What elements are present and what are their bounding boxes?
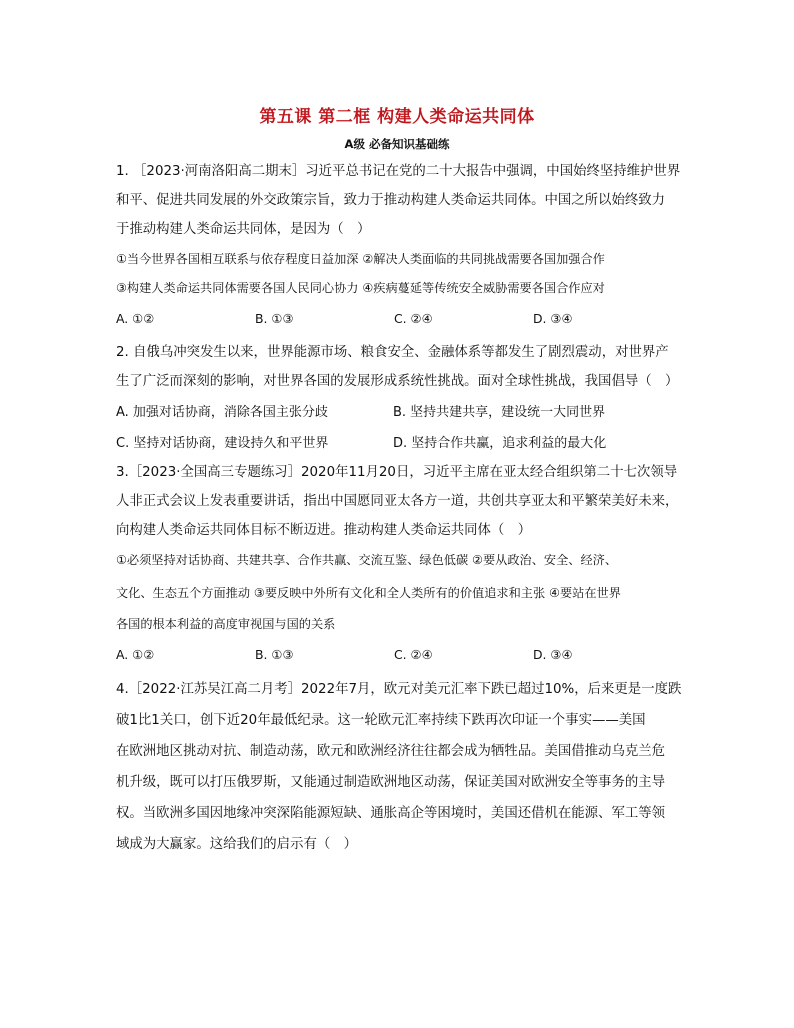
q4-stem-line-3: 在欧洲地区挑动对抗、制造动荡，欧元和欧洲经济往往都会成为牺牲品。美国借推动乌克兰危 [116, 744, 666, 759]
q2-option-c: C. 坚持对话协商，建设持久和平世界 [116, 436, 329, 451]
q2-stem-line-2: 生了广泛而深刻的影响，对世界各国的发展形成系统性挑战。面对全球性挑战，我国倡导（ ） [116, 374, 679, 389]
q2-option-b: B. 坚持共建共享，建设统一大同世界 [393, 405, 606, 420]
q1-statement-line-2: ③构建人类命运共同体需要各国人民同心协力 ④疾病蔓延等传统安全威胁需要各国合作应对 [116, 281, 605, 295]
q3-statement-line-2: 文化、生态五个方面推动 ③要反映中外所有文化和全人类所有的价值追求和主张 ④要站在世界 [116, 586, 621, 600]
q4-stem-line-4: 机升级，既可以打压俄罗斯，又能通过制造欧洲地区动荡，保证美国对欧洲安全等事务的主导 [116, 775, 666, 790]
q1-option-d: D. ③④ [533, 311, 573, 326]
q3-statement-line-1: ①必须坚持对话协商、共建共享、合作共赢、交流互鉴、绿色低碳 ②要从政治、安全、经济、 [116, 553, 618, 567]
q3-option-d: D. ③④ [533, 647, 573, 662]
q3-stem-line-3: 向构建人类命运共同体目标不断迈进。推动构建人类命运共同体（ ） [116, 523, 532, 538]
q1-stem-line-1: 1. ［2023·河南洛阳高二期末］习近平总书记在党的二十大报告中强调，中国始终坚持维护世界 [116, 164, 681, 179]
q3-option-a: A. ①② [116, 647, 155, 662]
section-heading: A级 必备知识基础练 [344, 137, 450, 151]
q4-stem-line-2: 破1比1关口，创下近20年最低纪录。这一轮欧元汇率持续下跌再次印证一个事实——美国 [116, 713, 646, 728]
q1-option-b: B. ①③ [255, 311, 294, 326]
q1-stem-line-2: 和平、促进共同发展的外交政策宗旨，致力于推动构建人类命运共同体。中国之所以始终致力 [116, 193, 666, 208]
q4-stem-line-1: 4.［2022·江苏吴江高二月考］2022年7月，欧元对美元汇率下跌已超过10%，后来更是一度跌 [116, 682, 682, 697]
q1-statement-line-1: ①当今世界各国相互联系与依存程度日益加深 ②解决人类面临的共同挑战需要各国加强合作 [116, 252, 605, 266]
q4-stem-line-5: 权。当欧洲多国因地缘冲突深陷能源短缺、通胀高企等困境时，美国还借机在能源、军工等领 [116, 806, 666, 821]
q4-stem-line-6: 域成为大赢家。这给我们的启示有（ ） [116, 837, 358, 852]
q3-option-c: C. ②④ [394, 647, 433, 662]
q1-option-c: C. ②④ [394, 311, 433, 326]
q3-stem-line-2: 人非正式会议上发表重要讲话，指出中国愿同亚太各方一道，共创共享亚太和平繁荣美好未来， [116, 494, 679, 509]
q1-stem-line-3: 于推动构建人类命运共同体，是因为（ ） [116, 222, 371, 237]
q2-option-d: D. 坚持合作共赢，追求利益的最大化 [393, 436, 607, 451]
lesson-title: 第五课 第二框 构建人类命运共同体 [259, 107, 535, 127]
q2-stem-line-1: 2. 自俄乌冲突发生以来，世界能源市场、粮食安全、金融体系等都发生了剧烈震动，对世界产 [116, 345, 669, 360]
q2-option-a: A. 加强对话协商，消除各国主张分歧 [116, 405, 328, 420]
q3-option-b: B. ①③ [255, 647, 294, 662]
q3-stem-line-1: 3.［2023·全国高三专题练习］2020年11月20日，习近平主席在亚太经合组织第二十七次领导 [116, 465, 678, 480]
q1-option-a: A. ①② [116, 311, 155, 326]
q3-statement-line-3: 各国的根本利益的高度审视国与国的关系 [116, 617, 336, 631]
